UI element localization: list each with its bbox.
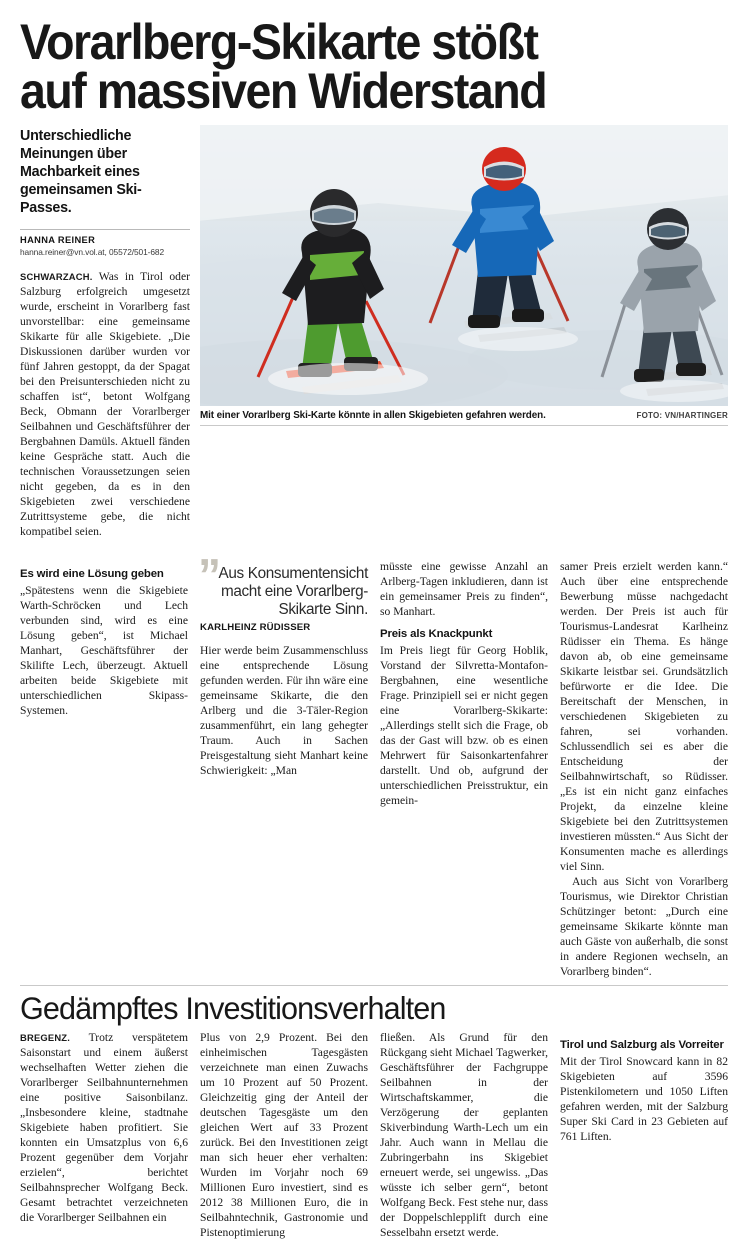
- paragraph: fließen. Als Grund für den Rückgang sieht Michael Tagwerker, Geschäftsführer der Fachgruppe Seilbahnen in der Wirtschaftskammer, die Verzögerung der geplanten Skiverbindung Warth-Lech um ein Jahr. Auch wann in Mellau die Zubringerbahn ins Skigebiet erneuert werde, sei ungewiss. „Das wüsste ich selber gern“, betont Wolfgang Beck. Fest stehe nur, dass der Doppelschlepplift durch eine Sesselbahn ersetzt werde.: [380, 1031, 548, 1240]
- paragraph: [20, 1030, 188, 1225]
- article-secondary-column-3: [380, 1030, 548, 1240]
- byline-contact: hanna.reiner@vn.vol.at, 05572/501-682: [20, 247, 165, 257]
- lead-and-photo-block: [20, 125, 728, 550]
- subhead-es-wird-eine-loesung-geben: Es wird eine Lösung geben: [20, 568, 164, 581]
- article-main-column-4: [560, 559, 728, 979]
- article-secondary-column-4: [560, 1030, 728, 1240]
- article-secondary-columns: [20, 1030, 728, 1240]
- dateline: SCHWARZACH.: [20, 270, 93, 282]
- dateline: BREGENZ.: [20, 1032, 71, 1044]
- main-headline-line-1: Vorarlberg-Skikarte stößt: [20, 14, 538, 70]
- pullquote: [198, 549, 368, 636]
- lead-column: [20, 125, 190, 550]
- skiers-photo-illustration: [200, 125, 728, 406]
- paragraph: Auch aus Sicht von Vorarlberg Tourismus, wie Direktor Christian Schützinger betont: „Durch eine gemeinsame Skikarte könnte man auch Gäste von außerhalb, die sonst in andere Regionen wechseln, an Vorarlberg binden“.: [560, 875, 728, 979]
- paragraph: Mit der Tirol Snowcard kann in 82 Skigebieten auf 3596 Pistenkilometern und 1050 Liften gefahren werden, mit der Salzburg Super Ski Card in 23 Gebieten auf 761 Liften.: [560, 1055, 728, 1144]
- article-main-column-2: [198, 549, 368, 979]
- paragraph: Hier werde beim Zusammenschluss eine entsprechende Lösung gefunden werden. Für ihn wäre eine gemeinsame Skikarte, die den Arlberg und die 3-Täler-Region zusammenführt, ein lang gehegter Traum. Auch in Sachen Preisgestaltung sieht Manhart keine Schwierigkeit: „Man: [200, 644, 368, 778]
- secondary-headline: Gedämpftes Investitionsverhalten: [20, 990, 446, 1027]
- quote-mark-icon: ”: [198, 549, 219, 602]
- main-headline-line-2: auf massiven Widerstand: [20, 62, 547, 119]
- paragraph-text: Was in Tirol oder Salzburg erfolgreich umgesetzt wurde, erscheint in Vorarlberg fast unvorstellbar: eine gemeinsame Skikarte für alle Skigebiete. „Die Diskussionen darüber wurden vor fünf Jahren gestoppt, da der Spagat bei den Preisunterschieden nicht zu schaffen ist“, betont Wolfgang Beck, Obmann der Vorarlberger Seilbahnen und Geschäftsführer der Bergbahnen Damüls. Aktuell fänden keine Gespräche statt. Auch die technischen Voraussetzungen seien nicht gegeben, da es in den Skigebieten zwei verschiedene Zutrittsysteme gebe, die nicht kompatibel seien.: [20, 269, 190, 538]
- paragraph: „Spätestens wenn die Skigebiete Warth-Schröcken und Lech verbunden sind, wird es eine Lösung geben“, ist Michael Manhart, Geschäftsführer der Skilifte Lech, überzeugt. Aktuell arbeiten beide Skigebiete mit unterschiedlichen Skipass-Systemen.: [20, 583, 188, 717]
- paragraph: müsste eine gewisse Anzahl an Arlberg-Tagen inkludieren, dann ist ein gemeinsamer Preis zu finden“, so Manhart.: [380, 560, 548, 619]
- subhead-preis-als-knackpunkt: Preis als Knackpunkt: [380, 628, 493, 641]
- pullquote-attribution: KARLHEINZ RÜDISSER: [200, 621, 311, 633]
- paragraph: Plus von 2,9 Prozent. Bei den einheimischen Tagesgästen verzeichnete man einen Zuwachs um 10 Prozent auf 50 Prozent. Gleichzeitig ging der Anteil der deutschen Tagesgäste um den gleichen Wert auf 33 Prozent zurück. Bei den Investitionen zeigt man sich heuer eher verhalten: Wurden im Vorjahr noch 69 Millionen Euro investiert, sind es 2012 38 Millionen Euro, die in Seilbahntechnik, Gastronomie und Pistenoptimierung: [200, 1031, 368, 1240]
- article-photo: [200, 125, 728, 406]
- paragraph: Im Preis liegt für Georg Hoblik, Vorstand der Silvretta-Montafon-Bergbahnen, eine wesentliche Frage. Prinzipiell sei er nicht gegen eine Vorarlberg-Skikarte: „Allerdings stellt sich die Frage, ob das der Gast will bzw. ob es einen Mehrwert für Saisonkartenfahrer darstellt. Und ob, aufgrund der unterschiedlichen Preisstruktur, ein gemein-: [380, 643, 548, 807]
- main-headline: [20, 14, 678, 119]
- article-main-columns: [20, 549, 728, 979]
- subhead-tirol-und-salzburg-als-vorreiter: Tirol und Salzburg als Vorreiter: [560, 1039, 724, 1052]
- article-secondary-column-2: [200, 1030, 368, 1240]
- article-main-column-1: [20, 269, 190, 539]
- photo-credit: FOTO: VN/HARTINGER: [636, 411, 728, 420]
- paragraph-text: Trotz verspätetem Saisonstart und einem äußerst wechselhaften Wetter ziehen die Vorarlberger Seilbahnunternehmen eine positive Saisonbilanz. „Insbesondere kleine, stadtnahe Skigebiete haben profitiert. Sie konnten ein Umsatzplus von 6,6 Prozent gegenüber dem Vorjahr erzielen“, berichtet Seilbahnsprecher Wolfgang Beck. Gesamt betrachtet verzeichneten die Vorarlberger Seilbahnen ein: [20, 1031, 188, 1225]
- standfirst: Unterschiedliche Meinungen über Machbarkeit eines gemeinsamen Ski-Passes.: [20, 128, 142, 216]
- article-secondary: [20, 985, 728, 1240]
- article-main-column-3: [380, 559, 548, 979]
- photo-column: [200, 125, 728, 426]
- paragraph: [20, 269, 190, 539]
- article-main-column-1-continued: [20, 559, 188, 979]
- article-secondary-column-1: [20, 1030, 188, 1240]
- paragraph: samer Preis erzielt werden kann.“ Auch über eine entsprechende Bewerbung müsse nachgedacht werden. Der Preis ist auch für Tourismus-Landesrat Karlheinz Rüdisser ein Thema. Es hänge davon ab, ob eine gemeinsame Skikarte leistbar sei. Grundsätzlich befürworte er die Idee. Die Bereitschaft der Menschen, in verschiedenen Skigebieten zu fahren, sei vorhanden. Schlussendlich sei es aber die Entscheidung der Seilbahnwirtschaft, so Rüdisser. „Es ist ein nicht ganz einfaches Projekt, da einzelne kleine Skigebiete bei den Zutrittsystemen investieren müssten.“ Aus Sicht der Konsumenten mache es allerdings viel Sinn.: [560, 560, 728, 874]
- pullquote-text: Aus Konsumentensicht macht eine Vorarlberg-Skikarte Sinn.: [218, 565, 368, 618]
- photo-caption-row: [200, 406, 728, 426]
- byline-author: HANNA REINER: [20, 229, 190, 245]
- photo-caption: Mit einer Vorarlberg Ski-Karte könnte in allen Skigebieten gefahren werden.: [200, 410, 546, 421]
